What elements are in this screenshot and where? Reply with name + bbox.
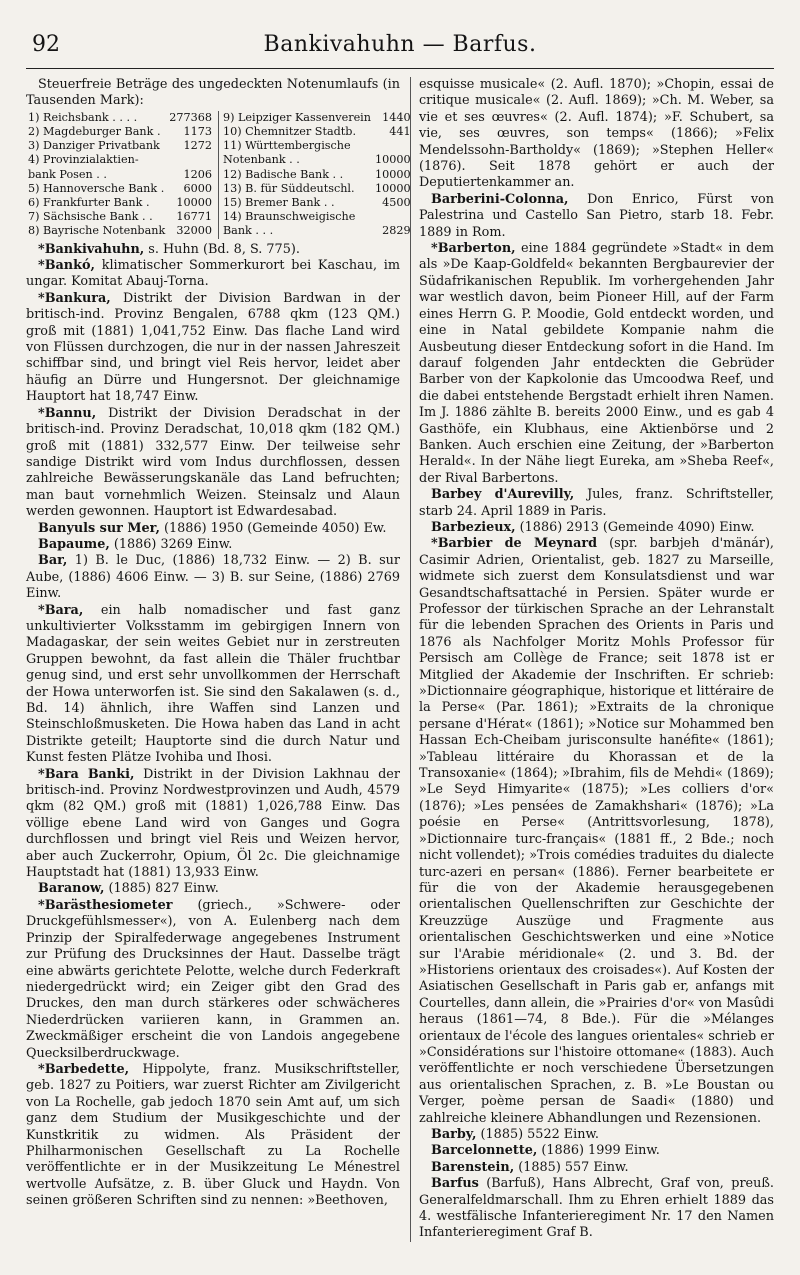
- table-label: 6) Frankfurter Bank .: [28, 196, 150, 210]
- entry-text: Jules, franz. Schriftsteller, starb 24. April 1889 in Paris.: [419, 487, 774, 519]
- table-value: 6000: [183, 181, 212, 195]
- entry-text: klimatischer Sommerkurort bei Kaschau, im ungar. Komitat Abauj-Torna.: [26, 258, 400, 290]
- entry-text: Distrikt der Division Deradschat in der britisch-ind. Provinz Deradschat, 10,018 qkm (182 QM.) groß mit (1881) 332,577 Einw. Der teilweise sehr sandige Distrikt wird vom Indus durchflossen, dessen zahlreiche Bewässerungskanäle das Land befruchten; man baut vornehmlich Weizen. Steinsalz und Alaun werden gewonnen. Hauptort ist Edwardesabad.: [26, 405, 400, 520]
- entry-text: 1) B. le Duc, (1886) 18,732 Einw. — 2) B. sur Aube, (1886) 4606 Einw. — 3) B. sur Seine, (1886) 2769 Einw.: [26, 553, 400, 602]
- entry-headword: *Barästhesiometer: [38, 897, 173, 913]
- right-column: [410, 77, 774, 1242]
- table-value: 10000: [176, 196, 212, 210]
- entry-headword: Barcelonnette,: [431, 1143, 538, 1159]
- table-label: 3) Danziger Privatbank: [28, 139, 160, 153]
- entry-text: eine 1884 gegründete »Stadt« in dem als »De Kaap-Goldfeld« bekannten Bergbaurevier der Südafrikanischen Republik. Im vorhergehenden Jahr war westlich davon, beim Pioneer Hill, auf der Farm eines Herrn G. P. Moodie, Gold entdeckt worden, und eine in Natal gebildete Kompanie nahm die Ausbeutung dieser Entdeckung sofort in die Hand. Im darauf folgenden Jahr entdeckten die Gebrüder Barber von der Kapkolonie das Umcoodwa Reef, und die dabei entstehende Bergstadt erhielt ihren Namen. Im J. 1886 zählte B. bereits 2000 Einw., und es gab 4 Gasthöfe, ein Klubhaus, eine Aktienbörse und 2 Banken. Auch erschien eine Zeitung, der »Barberton Herald«. In der Nähe liegt Eureka, am »Sheba Reef«, der Rival Barbertons.: [419, 241, 774, 486]
- dictionary-entry: [26, 898, 400, 1062]
- entry-headword: Barbey d'Aurevilly,: [431, 487, 575, 503]
- page-number: 92: [32, 32, 60, 57]
- table-value: 10000: [374, 153, 411, 167]
- dictionary-entry: [26, 291, 400, 406]
- table-value: 1272: [183, 139, 212, 153]
- entry-text: Distrikt in der Division Lakhnau der britisch-ind. Provinz Nordwestprovinzen und Audh, 4579 qkm (82 QM.) groß mit (1881) 1,026,788 Einw. Das völlige ebene Land wird von Ganges und Gogra durchflossen und bringt viel Reis und Weizen hervor, aber auch Zuckerrohr, Opium, Öl 2c. Die gleichnamige Hauptstadt hat (1881) 13,933 Einw.: [26, 766, 400, 881]
- dictionary-entry: [26, 242, 400, 258]
- dictionary-entry: [419, 77, 774, 192]
- entry-text: (1886) 3269 Einw.: [109, 536, 233, 552]
- entry-text: (1886) 2913 (Gemeinde 4090) Einw.: [515, 519, 755, 535]
- dictionary-entry: [419, 1143, 774, 1159]
- dictionary-entry: [419, 487, 774, 520]
- table-row: [26, 196, 417, 210]
- dictionary-entry: [419, 520, 774, 536]
- entry-text: Hippolyte, franz. Musikschriftsteller, geb. 1827 zu Poitiers, war zuerst Richter am Zivilgericht von La Rochelle, gab jedoch 1870 sein Amt auf, um sich ganz dem Studium der Musikgeschichte und der Kunstkritik zu widmen. Als Präsident der Philharmonischen Gesellschaft zu La Rochelle veröffentlichte er in der Musikzeitung Le Ménestrel wertvolle Aufsätze, z. B. über Gluck und Haydn. Von seinen größeren Schriften sind zu nennen: »Beethoven,: [26, 1061, 400, 1209]
- entry-headword: Baranow,: [38, 881, 105, 897]
- dictionary-entry: [26, 258, 400, 291]
- banknote-table: [26, 111, 417, 239]
- table-value: [167, 153, 218, 167]
- entry-text: (1885) 5522 Einw.: [476, 1127, 599, 1142]
- table-label: 15) Bremer Bank . .: [218, 196, 373, 210]
- page-header: [26, 28, 774, 69]
- dictionary-entry: [419, 536, 774, 1127]
- entry-text: s. Huhn (Bd. 8, S. 775).: [144, 241, 300, 257]
- table-row: [26, 210, 417, 224]
- entry-headword: *Barbedette,: [38, 1061, 130, 1077]
- entry-headword: Bapaume,: [38, 536, 110, 552]
- dictionary-entry: [419, 192, 774, 241]
- entry-text: (spr. barbjeh d'mänár), Casimir Adrien, Orientalist, geb. 1827 zu Marseille, widmete sich zuerst dem Konsulatsdienst und war Gesandtschaftsattaché in Persien. Später wurde er Professor der türkischen Sprache an der Lehranstalt für die lebenden Sprachen des Orients in Paris und 1876 als Nachfolger Moritz Mohls Professor für Persisch am Collège de France; seit 1878 ist er Mitglied der Akademie der Inschriften. Er schrieb: »Dictionnaire géographique, historique et littéraire de la Perse« (Par. 1861); »Extraits de la chronique persane d'Hérat« (1861); »Notice sur Mohammed ben Hassan Ech-Cheibam jurisconsulte hanéfite« (1861); »Tableau littéraire du Khorassan et de la Transoxanie« (1864); »Ibrahim, fils de Mehdi« (1869); »Le Seyd Himyarite« (1875); »Les colliers d'or« (1876); »Les pensées de Zamakhshari« (1876); »La poésie en Perse« (Antrittsvorlesung, 1878), »Dictionnaire turc-français« (1881 ff., 2 Bde.; noch nicht vollendet); »Trois comédies traduites du dialecte turc-azeri en persan« (1886). Ferner bearbeitete er für die von der Akademie herausgegebenen orientalischen Quellenschriften zur Geschichte der Kreuzzüge Auszüge und Fragmente aus orientalischen Geschichtswerken und eine »Notice sur l'Arabie méridionale« (2. und 3. Bd. der »Historiens orientaux des croisades«). Auf Kosten der Asiatischen Gesellschaft in Paris gab er, anfangs mit Courtelles, dann allein, die »Prairies d'or« von Masûdi heraus (1861—74, 8 Bde.). Für die »Mélanges orientaux de l'école des langues orientales« schrieb er »Considérations sur l'histoire ottomane« (1883). Auch veröffentlichte er noch verschiedene Übersetzungen aus orientalischen Sprachen, z. B. »Le Boustan ou Verger, poème persan de Saadi« (1880) und zahlreiche kleinere Abhandlungen und Rezensionen.: [419, 536, 774, 1126]
- table-label: 4) Provinzialaktien-: [28, 153, 139, 167]
- table-value: 10000: [374, 181, 411, 195]
- table-label: Notenbank . .: [218, 153, 373, 167]
- table-label: 2) Magdeburger Bank .: [28, 125, 161, 139]
- entry-headword: Barbezieux,: [431, 519, 516, 535]
- dictionary-entry: [26, 881, 400, 897]
- dictionary-entry: [26, 767, 400, 882]
- dictionary-entry: [419, 1176, 774, 1242]
- table-value: 32000: [176, 224, 212, 238]
- table-label: Bank . . .: [218, 224, 373, 238]
- entry-text: (griech., »Schwere- oder Druckgefühlsmesser«), von A. Eulenberg nach dem Prinzip der Spiralfederwage angegebenes Instrument zur Prüfung des Drucksinnes der Haut. Dasselbe trägt eine abwärts gerichtete Pelotte, welche durch Federkraft niedergedrückt wird; ein Zeiger gibt den Grad des Druckes, den man durch stärkeres oder schwächeres Niederdrücken variieren kann, in Grammen an. Zweckmäßiger erscheint die von Landois angegebene Quecksilberdruckwage.: [26, 897, 400, 1061]
- entry-text: esquisse musicale« (2. Aufl. 1870); »Chopin, essai de critique musicale« (2. Aufl. 1869); »Ch. M. Weber, sa vie et ses œuvres« (2. Aufl. 1874); »F. Schubert, sa vie, ses œuvres, son temps« (1866); »Felix Mendelssohn-Bartholdy« (1869); »Stephen Heller« (1876). Seit 1878 gehört er auch der Deputiertenkammer an.: [419, 77, 774, 191]
- table-label: 7) Sächsische Bank . .: [28, 210, 153, 224]
- table-value: 1206: [183, 167, 212, 181]
- running-title: Bankivahuhn — Barfus.: [263, 32, 537, 57]
- entry-headword: *Barberton,: [431, 241, 516, 257]
- entry-headword: Barberini-Colonna,: [431, 191, 569, 207]
- entry-text: (1886) 1950 (Gemeinde 4050) Ew.: [159, 520, 387, 536]
- table-row: [26, 139, 417, 153]
- entry-headword: Banyuls sur Mer,: [38, 520, 160, 536]
- table-intro: Steuerfreie Beträge des ungedeckten Notenumlaufs (in Tausenden Mark):: [26, 77, 400, 109]
- table-label: 11) Württembergische: [218, 139, 373, 153]
- table-row: [26, 111, 417, 125]
- entry-headword: Barfus: [431, 1176, 479, 1192]
- table-label: 10) Chemnitzer Stadtb.: [218, 125, 373, 139]
- table-value: 4500: [382, 196, 411, 210]
- table-value: 441: [389, 125, 411, 139]
- entry-text: (1885) 557 Einw.: [514, 1159, 629, 1175]
- dictionary-entry: [26, 1062, 400, 1210]
- table-label: 8) Bayrische Notenbank: [28, 224, 166, 238]
- table-value: 277368: [169, 110, 212, 124]
- entry-text: Don Enrico, Fürst von Palestrina und Castello San Pietro, starb 18. Febr. 1889 in Rom.: [419, 191, 774, 240]
- table-label: 5) Hannoversche Bank .: [28, 181, 165, 195]
- dictionary-entry: [26, 406, 400, 521]
- table-row: [26, 224, 417, 238]
- entry-headword: *Barbier de Meynard: [431, 536, 598, 552]
- dictionary-entry: [419, 1160, 774, 1176]
- entry-text: (1886) 1999 Einw.: [537, 1143, 660, 1159]
- left-entries: [26, 242, 400, 1210]
- dictionary-entry: [419, 241, 774, 487]
- table-label: 14) Braunschweigische: [218, 210, 373, 224]
- entry-text: Distrikt der Division Bardwan in der britisch-ind. Provinz Bengalen, 6788 qkm (123 QM.) groß mit (1881) 1,041,752 Einw. Das flache Land wird von Flüssen durchzogen, die nur in der nassen Jahreszeit schiffbar sind, und bringt viel Reis hervor, leidet aber häufig an Dürre und Hungersnot. Der gleichnamige Hauptort hat 18,747 Einw.: [26, 290, 400, 405]
- table-label: 9) Leipziger Kassenverein: [218, 111, 373, 125]
- entry-headword: Bar,: [38, 553, 68, 569]
- table-row: [26, 125, 417, 139]
- entry-headword: *Bankó,: [38, 258, 95, 274]
- left-column: [26, 77, 411, 1242]
- table-value: 2829: [382, 224, 411, 238]
- dictionary-entry: [26, 553, 400, 602]
- table-label: 1) Reichsbank . . . .: [28, 110, 138, 124]
- table-label: bank Posen . .: [28, 167, 107, 181]
- entry-headword: *Bankivahuhn,: [38, 241, 145, 257]
- dictionary-entry: [419, 1127, 774, 1143]
- dictionary-entry: [26, 521, 400, 537]
- table-value: 1173: [183, 125, 212, 139]
- entry-headword: *Bara,: [38, 602, 84, 618]
- table-label: 13) B. für Süddeutschl.: [218, 182, 373, 196]
- table-row: [26, 168, 417, 182]
- table-value: 10000: [374, 167, 411, 181]
- dictionary-entry: [26, 603, 400, 767]
- entry-headword: Barenstein,: [431, 1159, 515, 1175]
- table-row: [26, 153, 417, 167]
- table-label: 12) Badische Bank . .: [218, 168, 373, 182]
- table-value: 1440: [382, 110, 411, 124]
- entry-text: (1885) 827 Einw.: [104, 881, 219, 897]
- entry-text: ein halb nomadischer und fast ganz unkultivierter Volksstamm im gebirgigen Innern von Madagaskar, der sein weites Gebiet nur in zerstreuten Gruppen bewohnt, da fast allein die Thäler fruchtbar genug sind, und erst sehr unvollkommen der Herrschaft der Howa unterworfen ist. Sie sind den Sakalawen (s. d., Bd. 14) ähnlich, ihre Waffen sind Lanzen und Steinschloßmusketen. Die Howa haben das Land in acht Distrikte geteilt; Hauptorte sind die durch Natur und Kunst festen Plätze Ivohiba und Ihosi.: [26, 602, 400, 766]
- entry-headword: *Bankura,: [38, 290, 111, 306]
- text-columns: [26, 77, 774, 1242]
- dictionary-entry: [26, 537, 400, 553]
- table-value: 16771: [176, 210, 212, 224]
- entry-headword: *Bara Banki,: [38, 766, 135, 782]
- entry-headword: Barby,: [431, 1127, 477, 1142]
- entry-text: (Barfuß), Hans Albrecht, Graf von, preuß. Generalfeldmarschall. Ihm zu Ehren erhielt 1889 das 4. westfälische Infanterieregiment Nr. 17 den Namen Infanterieregiment Graf B.: [419, 1176, 774, 1241]
- entry-headword: *Bannu,: [38, 405, 97, 421]
- table-row: [26, 182, 417, 196]
- right-entries: [419, 77, 774, 1242]
